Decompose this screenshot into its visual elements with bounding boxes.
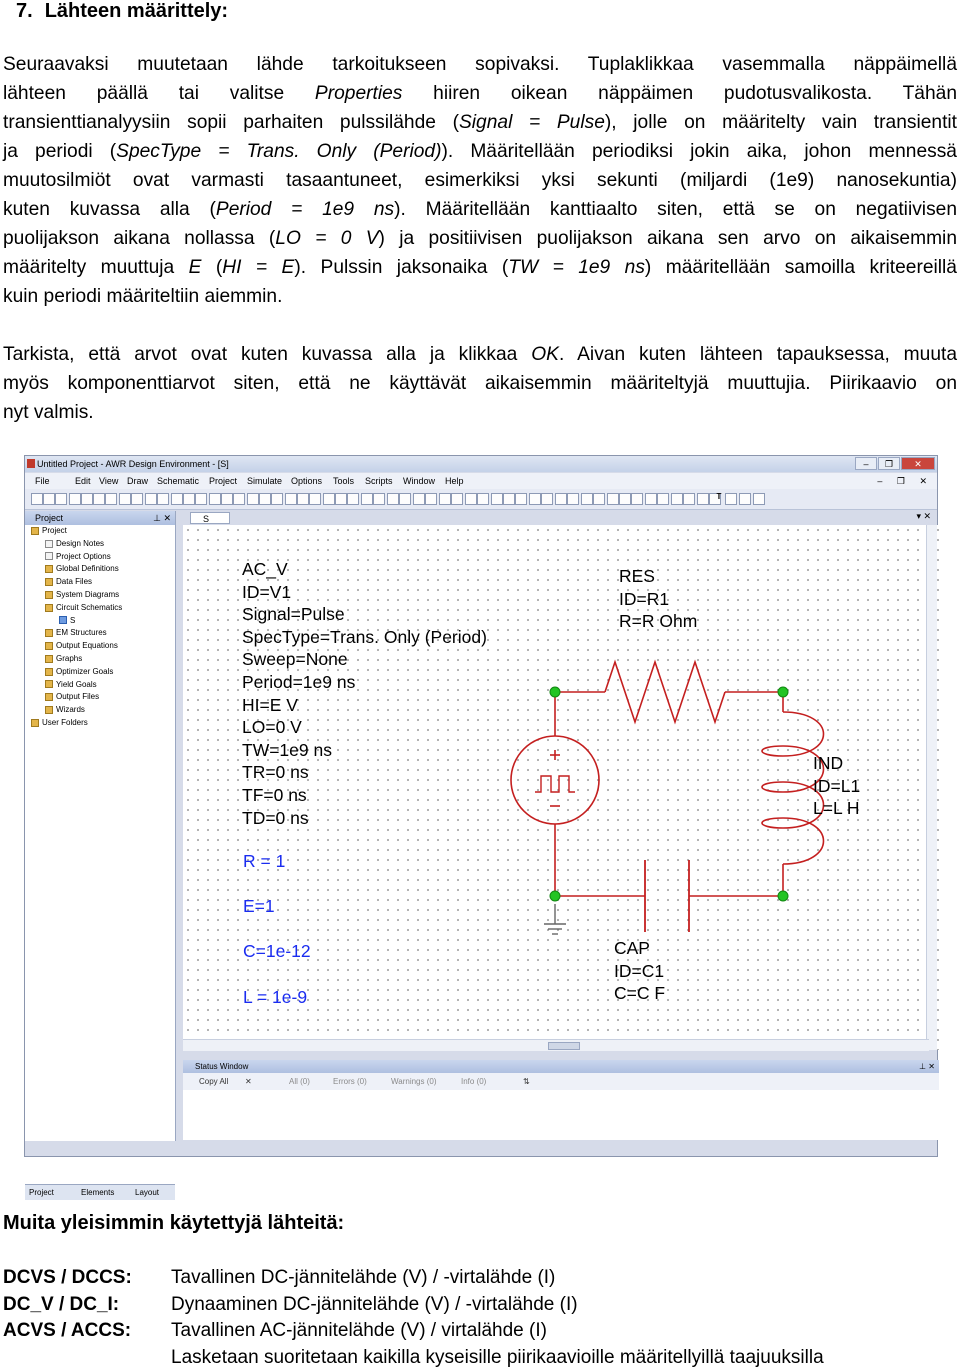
paragraph-line: Seuraavaksi muutetaan lähde tarkoitukseen sopivaksi. Tuplaklikkaa vasemmalla näppäimellä <box>3 54 957 75</box>
source-symbol <box>511 736 599 824</box>
menu-draw[interactable]: Draw <box>127 476 149 486</box>
tab-elements[interactable]: Elements <box>81 1188 115 1197</box>
paragraph-line: kuten kuvassa alla (Period = 1e9 ns). Määritellään kanttiaalto siten, että se on negatiivisen <box>3 199 957 220</box>
schematic-label[interactable]: ID=L1 <box>813 775 861 796</box>
schematic-label[interactable]: ID=R1 <box>619 588 670 609</box>
status-window-title: Status Window <box>195 1062 249 1071</box>
tree-item-label: User Folders <box>42 717 88 727</box>
schematic-drawing <box>25 456 939 1158</box>
schematic-label[interactable]: Sweep=None <box>242 649 348 670</box>
close-button[interactable]: ✕ <box>901 457 935 470</box>
tree-item-label: EM Structures <box>56 628 107 638</box>
schematic-label[interactable]: IND <box>813 753 844 773</box>
node-inductor-top <box>778 687 788 697</box>
tree-item-label: Project <box>42 526 67 535</box>
section-title: Lähteen määrittely: <box>44 0 229 22</box>
schematic-label[interactable]: C=C F <box>614 983 666 1004</box>
paragraph-line: nyt valmis. <box>3 402 94 423</box>
tree-item-label: Graphs <box>56 653 83 663</box>
tree-item-label: Output Equations <box>56 641 118 651</box>
panel-tabs <box>25 1184 175 1200</box>
tree-item-label: System Diagrams <box>56 589 120 599</box>
tab-schematic-s[interactable]: S <box>190 512 230 524</box>
mdi-controls[interactable]: – ❐ ✕ <box>877 476 933 486</box>
maximize-button[interactable]: ❐ <box>878 457 900 470</box>
menu-file[interactable]: File <box>35 476 50 486</box>
tree-item-label: S <box>70 615 76 625</box>
source-key: ACVS / ACCS: <box>3 1320 132 1342</box>
schematic-label[interactable]: C=1e-12 <box>243 941 311 962</box>
filter-info-button[interactable]: Info (0) <box>461 1077 487 1086</box>
source-key: DC_V / DC_I: <box>3 1293 120 1315</box>
paragraph-line: ja periodi (SpecType = Trans. Only (Period)). Määritellään periodiksi jokin aika, johon mennessä <box>3 141 957 162</box>
menu-help[interactable]: Help <box>445 476 464 486</box>
schematic-label[interactable]: HI=E V <box>242 694 298 715</box>
schematic-label[interactable]: E=1 <box>243 896 275 917</box>
pulse-glyph <box>535 776 575 792</box>
section-number: 7. <box>16 0 33 22</box>
schematic-label[interactable]: TF=0 ns <box>242 785 307 805</box>
schematic-label[interactable]: CAP <box>614 938 650 958</box>
tab-project[interactable]: Project <box>29 1188 54 1197</box>
menu-project[interactable]: Project <box>209 476 238 486</box>
paragraph-line: transienttianalyysiin sopii parhaiten pulssilähde (Signal = Pulse), jolle on määritelty vain transientit <box>3 112 957 133</box>
paragraph-line: Tarkista, että arvot ovat kuten kuvassa alla ja klikkaa OK. Aivan kuten lähteen tapauksessa, muuta <box>3 344 958 365</box>
paragraph-check-values <box>3 340 957 427</box>
paragraph-line: puolijakson aikana nollassa (LO = 0 V) ja positiivisen puolijakson aikana sen arvo on aikaisemmin <box>3 228 957 249</box>
tree-item-label: Global Definitions <box>56 564 119 574</box>
filter-warnings-button[interactable]: Warnings (0) <box>391 1077 437 1086</box>
copy-all-button[interactable]: Copy All <box>199 1077 229 1086</box>
tree-item-label: Optimizer Goals <box>56 666 114 676</box>
source-key: DCVS / DCCS: <box>3 1267 132 1288</box>
schematic-label[interactable]: L = 1e-9 <box>243 986 308 1007</box>
paragraph-line: määritelty muuttuja E (HI = E). Pulssin jaksonaika (TW = 1e9 ns) määritellään samoilla kriteereillä <box>3 257 957 278</box>
tree-item-label: Yield Goals <box>56 679 97 689</box>
tree-item-label: Wizards <box>56 705 85 715</box>
schematic-label[interactable]: AC_V <box>242 559 288 579</box>
paragraph-line: lähteen päällä tai valitse Properties hiiren oikean näppäimen pudotusvalikosta. Tähän <box>3 83 957 104</box>
schematic-label[interactable]: LO=0 V <box>242 717 302 738</box>
schematic-label[interactable]: TW=1e9 ns <box>242 739 332 760</box>
section-heading <box>16 0 228 23</box>
tree-item-label: Project Options <box>56 551 111 561</box>
sort-icon[interactable]: ⇅ <box>523 1077 530 1086</box>
paragraph-line: kuin periodi määriteltiin aiemmin. <box>3 286 283 307</box>
project-panel-title: Project <box>35 513 64 523</box>
menu-window[interactable]: Window <box>403 476 436 486</box>
node-inductor-bottom <box>778 891 788 901</box>
node-source-top <box>550 687 560 697</box>
tree-item-label: Design Notes <box>56 538 105 548</box>
paragraph-pulse-source <box>3 50 957 311</box>
schematic-label[interactable]: R = 1 <box>243 851 286 871</box>
text-tool-icon[interactable]: T <box>716 492 722 501</box>
tree-item-label: Output Files <box>56 692 100 702</box>
doc-controls-icon[interactable]: ▾ ✕ <box>916 511 931 521</box>
node-source-bottom <box>550 891 560 901</box>
filter-all-button[interactable]: All (0) <box>289 1077 310 1086</box>
source-desc: Tavallinen DC-jännitelähde (V) / -virtalähde (I) <box>171 1267 556 1288</box>
menu-tools[interactable]: Tools <box>333 476 355 486</box>
schematic-label[interactable]: Period=1e9 ns <box>242 672 356 692</box>
source-desc: Dynaaminen DC-jännitelähde (V) / -virtalähde (I) <box>171 1293 578 1315</box>
schematic-label[interactable]: TR=0 ns <box>242 762 309 783</box>
paragraph-line: myös komponenttiarvot siten, että ne käyttävät aikaisemmin määriteltyjä muuttujia. Piirikaavio on <box>3 373 957 394</box>
pin-close-icon[interactable]: ⊥ ✕ <box>153 513 171 523</box>
menu-edit[interactable]: Edit <box>75 476 91 486</box>
schematic-label[interactable]: ID=V1 <box>242 581 292 602</box>
menu-scripts[interactable]: Scripts <box>365 476 393 486</box>
clear-icon[interactable]: ✕ <box>245 1077 252 1086</box>
source-desc: Tavallinen AC-jännitelähde (V) / virtalähde (I) <box>171 1320 547 1342</box>
filter-errors-button[interactable]: Errors (0) <box>333 1077 367 1086</box>
schematic-label[interactable]: L=L H <box>813 798 860 819</box>
menu-options[interactable]: Options <box>291 476 323 486</box>
awr-window <box>24 455 938 1197</box>
schematic-label[interactable]: Signal=Pulse <box>242 604 345 625</box>
schematic-label[interactable]: RES <box>619 566 655 586</box>
others-title: Muita yleisimmin käytettyjä lähteitä: <box>3 1212 345 1234</box>
schematic-label[interactable]: R=R Ohm <box>619 611 698 632</box>
schematic-label[interactable]: ID=C1 <box>614 960 665 981</box>
resistor-zigzag <box>605 662 725 722</box>
tab-layout[interactable]: Layout <box>135 1188 160 1197</box>
schematic-label[interactable]: SpecType=Trans. Only (Period) <box>242 626 487 647</box>
window-title: Untitled Project - AWR Design Environment - [S] <box>37 459 229 469</box>
source-desc: Lasketaan suoritetaan kaikilla kyseisille piirikaavioille määritellyillä taajuuksilla <box>171 1346 824 1368</box>
tree-item-label: Circuit Schematics <box>56 602 123 612</box>
menu-view[interactable]: View <box>99 476 119 486</box>
menu-simulate[interactable]: Simulate <box>247 476 283 486</box>
menu-schematic[interactable]: Schematic <box>157 476 200 486</box>
tree-item-label: Data Files <box>56 577 93 587</box>
minimize-button[interactable]: – <box>855 457 877 470</box>
status-pin-icon[interactable]: ⊥ ✕ <box>919 1062 935 1071</box>
schematic-label[interactable]: TD=0 ns <box>242 807 309 828</box>
paragraph-line: muutosilmiöt ovat varmasti tasaantuneet, esimerkiksi yksi sekunti (miljardi (1e9) nanosekuntia) <box>3 170 957 191</box>
